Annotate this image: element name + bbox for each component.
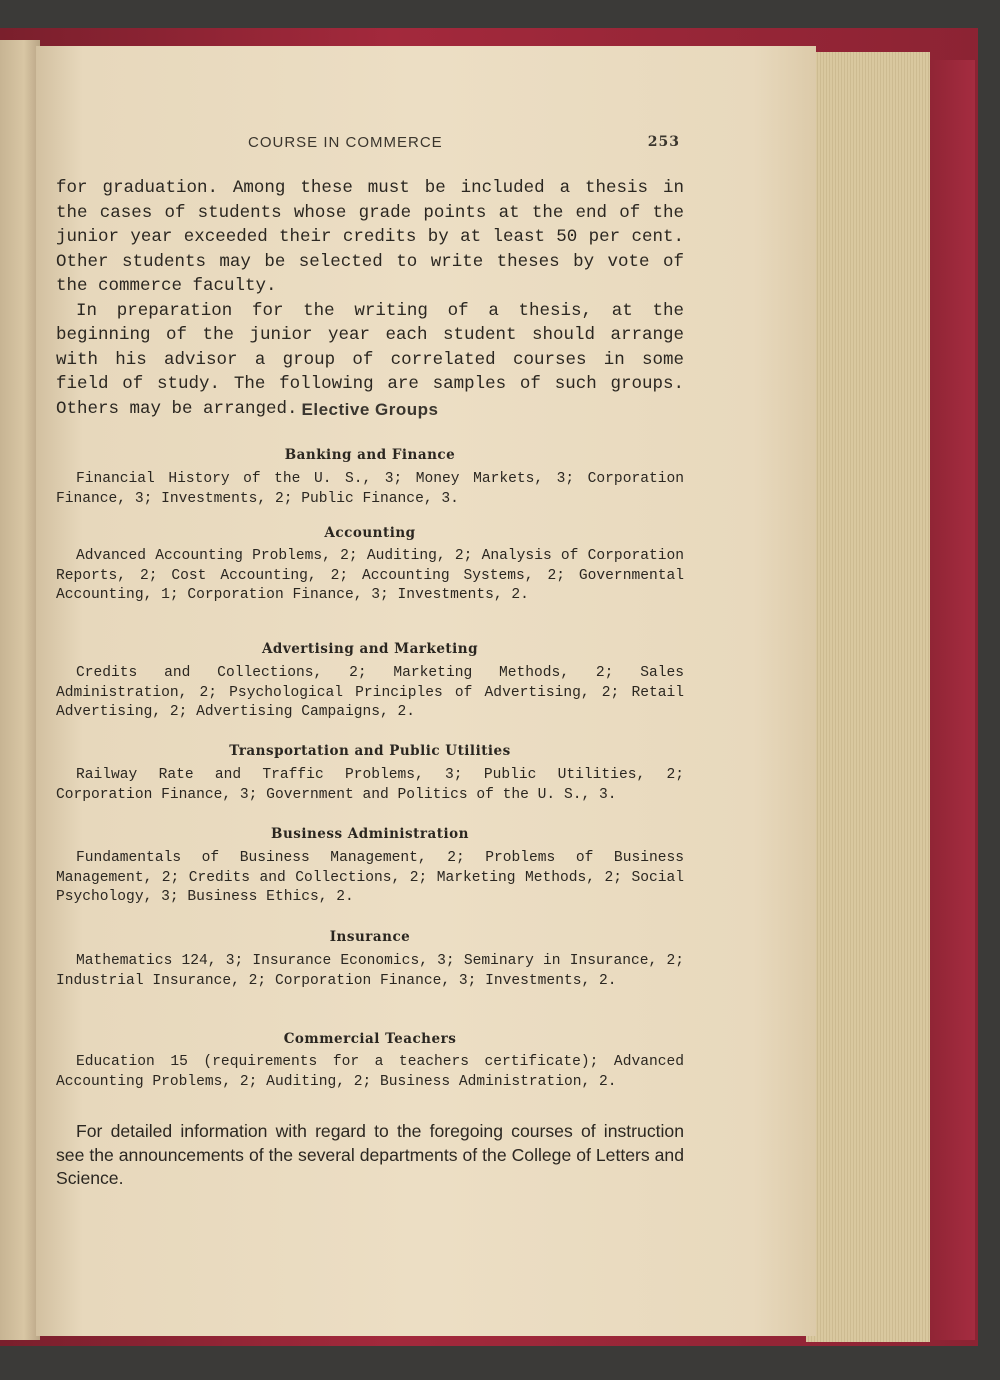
group-body-advertising: Credits and Collections, 2; Marketing Methods, 2; Sales Administration, 2; Psychological Principles of Advertising, 2; Retail Advertising, 2; Advertising Campaigns, 2. [56,665,684,721]
intro-paragraph: for graduation. Among these must be included a thesis in the cases of students whose grade points at the end of the junior year exceeded their credits by at least 50 per cent. Other students may be selected to write theses by vote of the commerce faculty. [56,178,684,296]
group-body-accounting: Advanced Accounting Problems, 2; Auditing, 2; Analysis of Corporation Reports, 2; Cost Accounting, 2; Accounting Systems, 2; Governmental Accounting, 1; Corporation Finance, 3; Investments, 2. [56,548,684,604]
running-head [56,134,684,156]
group-body-commercial-teachers: Education 15 (requirements for a teachers certificate); Advanced Accounting Problems, 2; Auditing, 2; Business Administration, 2. [56,1054,684,1090]
page-edges [806,52,930,1342]
book-cover-edge [925,60,975,1340]
group-title-insurance: Insurance [329,929,411,945]
intro-paragraph: In preparation for the writing of a thesis, at the beginning of the junior year each student should arrange with his advisor a group of correlated courses in some field of study. The following are samples of such groups. Others may be arranged. [56,300,684,419]
closing-paragraph: For detailed information with regard to the foregoing courses of instruction see the announcements of the several departments of the College of Letters and Science. [56,1121,684,1188]
group-title-transportation: Transportation and Public Utilities [229,743,511,759]
elective-groups-heading: Elective Groups [301,400,439,419]
group-title-commercial-teachers: Commercial Teachers [283,1031,457,1047]
running-head-title: COURSE IN COMMERCE [248,134,443,151]
group-body-banking: Financial History of the U. S., 3; Money Markets, 3; Corporation Finance, 3; Investments, 2; Public Finance, 3. [56,471,684,507]
group-body-business-administration: Fundamentals of Business Management, 2; Problems of Business Management, 2; Credits and Collections, 2; Marketing Methods, 2; Social Psychology, 3; Business Ethics, 2. [56,850,684,906]
previous-page-edge [0,40,40,1340]
group-title-accounting: Accounting [324,525,416,541]
group-title-business-administration: Business Administration [271,826,469,842]
group-body-transportation: Railway Rate and Traffic Problems, 3; Public Utilities, 2; Corporation Finance, 3; Government and Politics of the U. S., 3. [56,767,684,803]
group-body-insurance: Mathematics 124, 3; Insurance Economics, 3; Seminary in Insurance, 2; Industrial Insurance, 2; Corporation Finance, 3; Investments, 2. [56,953,684,989]
page-number: 253 [647,134,680,150]
group-title-banking: Banking and Finance [284,447,456,463]
group-title-advertising: Advertising and Marketing [261,641,479,657]
intro-text [56,176,684,421]
